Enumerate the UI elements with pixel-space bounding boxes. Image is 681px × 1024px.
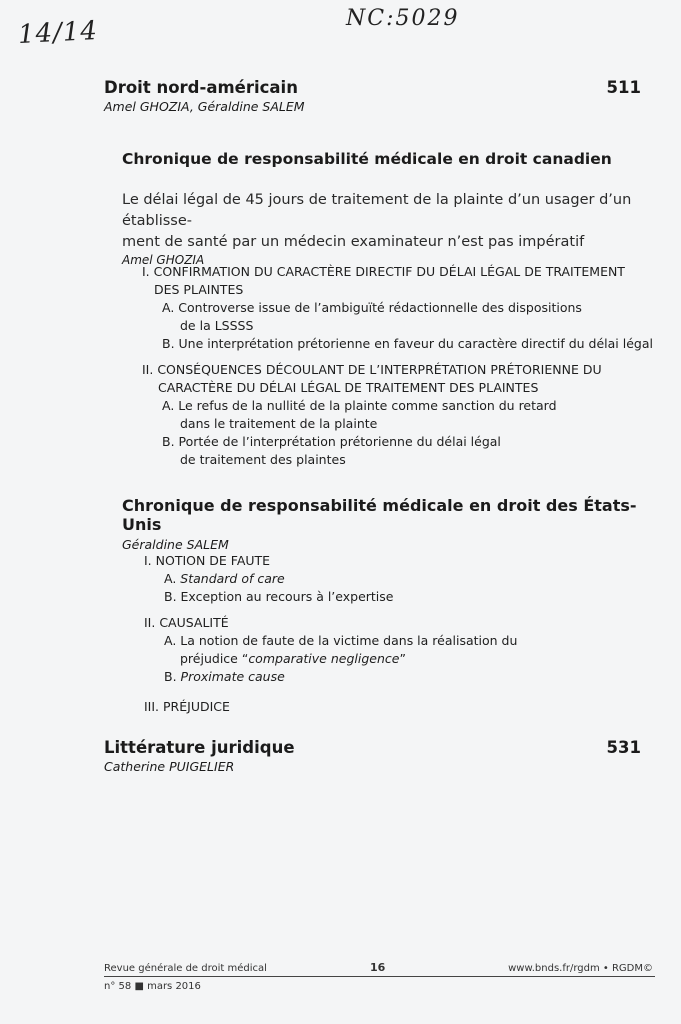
toc-canada (142, 263, 653, 469)
section-title: Littérature juridique (104, 738, 295, 757)
footer-issue-marker: ■ (134, 981, 144, 992)
toc-heading-ii: II. CONSÉQUENCES DÉCOULANT DE L’INTERPRÉTATION PRÉTORIENNE DU (142, 362, 602, 377)
toc-usa (144, 552, 517, 716)
handwritten-top-mark: NC:5029 (346, 6, 460, 31)
article-title-line: Le délai légal de 45 jours de traitement de la plainte d’un usager d’un établisse- (122, 192, 632, 229)
chronicle-title: Chronique de responsabilité médicale en droit canadien (122, 150, 612, 168)
section-litterature-juridique (104, 738, 653, 774)
toc-item-ii-b-cont: de traitement des plaintes (180, 452, 346, 467)
toc-item-ii-b: B. Portée de l’interprétation prétorienne du délai légal (162, 434, 501, 449)
footer-website: www.bnds.fr/rgdm • RGDM© (508, 963, 653, 974)
toc-item-i-b: B. Exception au recours à l’expertise (164, 589, 394, 604)
toc-heading-i-cont: DES PLAINTES (154, 282, 244, 297)
footer-journal: Revue générale de droit médical (104, 963, 267, 974)
toc-item-i-a: A. Controverse issue de l’ambiguïté rédactionnelle des dispositions (162, 300, 582, 315)
toc-item-ii-b: B. Proximate cause (164, 669, 285, 684)
toc-heading-ii-cont: CARACTÈRE DU DÉLAI LÉGAL DE TRAITEMENT DES PLAINTES (158, 380, 539, 395)
article-title-line: ment de santé par un médecin examinateur n’est pas impératif (122, 234, 585, 250)
section-authors: Amel GHOZIA, Géraldine SALEM (104, 99, 305, 114)
article-canada (122, 190, 651, 267)
footer-page-number: 16 (370, 961, 386, 974)
section-title: Droit nord-américain (104, 78, 298, 97)
toc-item-i-a-cont: de la LSSSS (180, 318, 254, 333)
toc-item-i-b: B. Une interprétation prétorienne en faveur du caractère directif du délai légal (162, 336, 653, 351)
chronicle-usa (122, 496, 653, 552)
toc-heading-iii: III. PRÉJUDICE (144, 699, 230, 714)
section-droit-nord-americain (104, 78, 653, 114)
footer-issue: n° 58 (104, 981, 132, 992)
chronicle-title: Chronique de responsabilité médicale en droit des États-Unis (122, 496, 637, 534)
footer-issue-info (104, 981, 201, 992)
footer-divider (104, 976, 655, 977)
section-page-number: 531 (606, 738, 641, 757)
toc-item-i-a: A. Standard of care (164, 571, 285, 586)
toc-item-i-a-italic: Standard of care (180, 571, 285, 586)
chronicle-canada (122, 150, 653, 168)
toc-item-ii-a-italic: comparative negligence (248, 651, 400, 666)
chronicle-authors: Géraldine SALEM (122, 537, 229, 552)
section-page-number: 511 (606, 78, 641, 97)
toc-item-ii-b-italic: Proximate cause (180, 669, 285, 684)
toc-item-ii-a: A. Le refus de la nullité de la plainte comme sanction du retard (162, 398, 557, 413)
section-authors: Catherine PUIGELIER (104, 759, 235, 774)
toc-heading-i: I. CONFIRMATION DU CARACTÈRE DIRECTIF DU DÉLAI LÉGAL DE TRAITEMENT (142, 264, 625, 279)
toc-item-ii-a: A. La notion de faute de la victime dans la réalisation du (164, 633, 518, 648)
toc-heading-ii: II. CAUSALITÉ (144, 615, 229, 630)
handwritten-left-mark: 14/14 (17, 15, 99, 51)
footer-date: mars 2016 (147, 981, 201, 992)
toc-item-ii-a-cont: dans le traitement de la plainte (180, 416, 378, 431)
toc-item-ii-a-cont: préjudice “comparative negligence” (180, 651, 406, 666)
toc-heading-i: I. NOTION DE FAUTE (144, 553, 271, 568)
article-author: Amel GHOZIA (122, 253, 205, 267)
